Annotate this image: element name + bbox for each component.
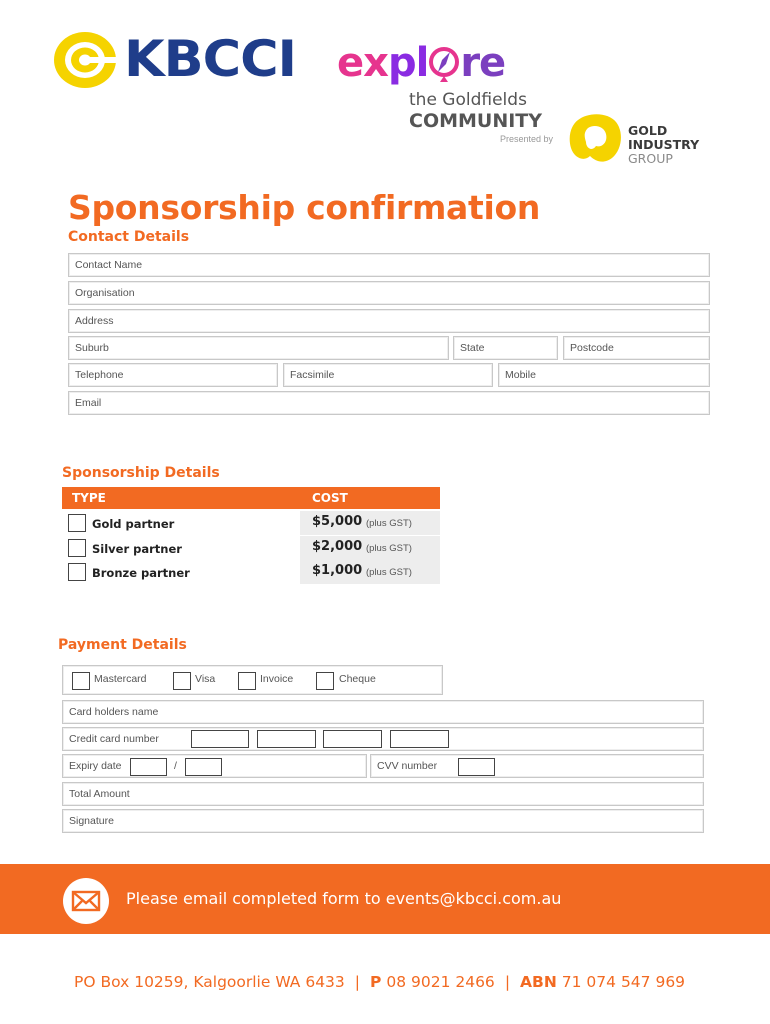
credit-card-number-label: Credit card number bbox=[69, 733, 159, 745]
presented-by-text: Presented by bbox=[500, 134, 554, 144]
gig-line-3: GROUP bbox=[628, 151, 673, 166]
facsimile-field[interactable]: Facsimile bbox=[283, 363, 493, 387]
gig-line-1: GOLD bbox=[628, 123, 668, 138]
email-banner bbox=[0, 864, 770, 934]
sponsorship-row-gold bbox=[62, 511, 440, 535]
sponsorship-type-label: Gold partner bbox=[92, 517, 175, 531]
mastercard-checkbox[interactable] bbox=[72, 672, 90, 690]
gold-partner-checkbox[interactable] bbox=[68, 514, 86, 532]
sponsorship-row-silver bbox=[62, 536, 440, 560]
cvv-label: CVV number bbox=[377, 760, 438, 772]
gig-wordmark bbox=[628, 124, 699, 166]
explore-letter: l bbox=[415, 40, 429, 86]
abn-label: ABN bbox=[520, 973, 557, 991]
compass-icon bbox=[428, 46, 460, 82]
envelope-icon bbox=[63, 878, 109, 924]
kbcci-ring-icon bbox=[52, 30, 118, 90]
sponsorship-details-heading: Sponsorship Details bbox=[62, 465, 220, 481]
total-amount-field[interactable]: Total Amount bbox=[62, 782, 704, 806]
type-column-header: TYPE bbox=[72, 491, 106, 505]
explore-goldfields-logo bbox=[337, 40, 557, 150]
telephone-field[interactable]: Telephone bbox=[68, 363, 278, 387]
payment-method-group bbox=[62, 665, 443, 695]
card-number-block-3[interactable] bbox=[323, 730, 382, 748]
sponsorship-cost-cell bbox=[300, 511, 440, 535]
contact-name-field[interactable]: Contact Name bbox=[68, 253, 710, 277]
cvv-box[interactable] bbox=[458, 758, 495, 776]
explore-letter: e bbox=[479, 40, 506, 86]
gst-note: (plus GST) bbox=[366, 543, 412, 554]
email-instruction: Please email completed form to events@kbcci.com.au bbox=[126, 889, 562, 908]
card-number-block-1[interactable] bbox=[191, 730, 249, 748]
bronze-partner-checkbox[interactable] bbox=[68, 563, 86, 581]
explore-letter: e bbox=[337, 40, 364, 86]
phone-number: 08 9021 2466 bbox=[386, 973, 495, 991]
page-title: Sponsorship confirmation bbox=[68, 188, 541, 227]
credit-card-number-row bbox=[62, 727, 704, 751]
gold-industry-group-logo bbox=[566, 112, 706, 168]
sponsorship-cost-cell bbox=[300, 536, 440, 560]
card-number-block-4[interactable] bbox=[390, 730, 449, 748]
kbcci-logo bbox=[52, 30, 297, 90]
cvv-row bbox=[370, 754, 704, 778]
address-field[interactable]: Address bbox=[68, 309, 710, 333]
postal-address: PO Box 10259, Kalgoorlie WA 6433 bbox=[74, 973, 345, 991]
sponsorship-table-header bbox=[62, 487, 440, 509]
explore-letter: p bbox=[387, 40, 416, 86]
sponsorship-type-cell bbox=[62, 511, 298, 535]
invoice-checkbox[interactable] bbox=[238, 672, 256, 690]
kbcci-wordmark: KBCCI bbox=[124, 30, 297, 88]
abn-number: 71 074 547 969 bbox=[561, 973, 686, 991]
mastercard-label: Mastercard bbox=[94, 673, 147, 685]
expiry-separator: / bbox=[174, 760, 177, 772]
state-field[interactable]: State bbox=[453, 336, 558, 360]
card-holder-name-field[interactable]: Card holders name bbox=[62, 700, 704, 724]
explore-subtitle-1: the Goldfields bbox=[409, 90, 527, 110]
sponsorship-amount: $5,000 bbox=[312, 514, 363, 529]
expiry-year-box[interactable] bbox=[185, 758, 222, 776]
sponsorship-amount: $1,000 bbox=[312, 563, 363, 578]
sponsorship-cost-cell bbox=[300, 560, 440, 584]
cheque-label: Cheque bbox=[339, 673, 376, 685]
sponsorship-amount: $2,000 bbox=[312, 539, 363, 554]
sponsorship-row-bronze bbox=[62, 560, 440, 584]
footer-separator: | bbox=[504, 973, 511, 991]
payment-details-heading: Payment Details bbox=[58, 637, 187, 653]
card-number-block-2[interactable] bbox=[257, 730, 316, 748]
signature-field[interactable]: Signature bbox=[62, 809, 704, 833]
explore-subtitle-2: COMMUNITY bbox=[409, 110, 543, 132]
visa-label: Visa bbox=[195, 673, 216, 685]
gst-note: (plus GST) bbox=[366, 518, 412, 529]
contact-footer bbox=[74, 973, 685, 991]
gst-note: (plus GST) bbox=[366, 567, 412, 578]
contact-details-heading: Contact Details bbox=[68, 229, 190, 245]
gig-line-2: INDUSTRY bbox=[628, 137, 700, 152]
footer-separator: | bbox=[354, 973, 361, 991]
gold-nugget-icon bbox=[566, 112, 624, 166]
visa-checkbox[interactable] bbox=[173, 672, 191, 690]
phone-label: P bbox=[370, 973, 382, 991]
invoice-label: Invoice bbox=[260, 673, 294, 685]
expiry-month-box[interactable] bbox=[130, 758, 167, 776]
sponsorship-type-label: Bronze partner bbox=[92, 566, 190, 580]
silver-partner-checkbox[interactable] bbox=[68, 539, 86, 557]
organisation-field[interactable]: Organisation bbox=[68, 281, 710, 305]
explore-wordmark bbox=[337, 40, 557, 86]
suburb-field[interactable]: Suburb bbox=[68, 336, 449, 360]
expiry-date-label: Expiry date bbox=[69, 760, 122, 772]
postcode-field[interactable]: Postcode bbox=[563, 336, 710, 360]
sponsorship-type-cell bbox=[62, 536, 298, 560]
mobile-field[interactable]: Mobile bbox=[498, 363, 710, 387]
cost-column-header: COST bbox=[312, 491, 348, 505]
explore-letter: x bbox=[363, 40, 388, 86]
explore-letter: r bbox=[460, 40, 480, 86]
cheque-checkbox[interactable] bbox=[316, 672, 334, 690]
sponsorship-type-label: Silver partner bbox=[92, 542, 182, 556]
sponsorship-type-cell bbox=[62, 560, 298, 584]
email-field[interactable]: Email bbox=[68, 391, 710, 415]
